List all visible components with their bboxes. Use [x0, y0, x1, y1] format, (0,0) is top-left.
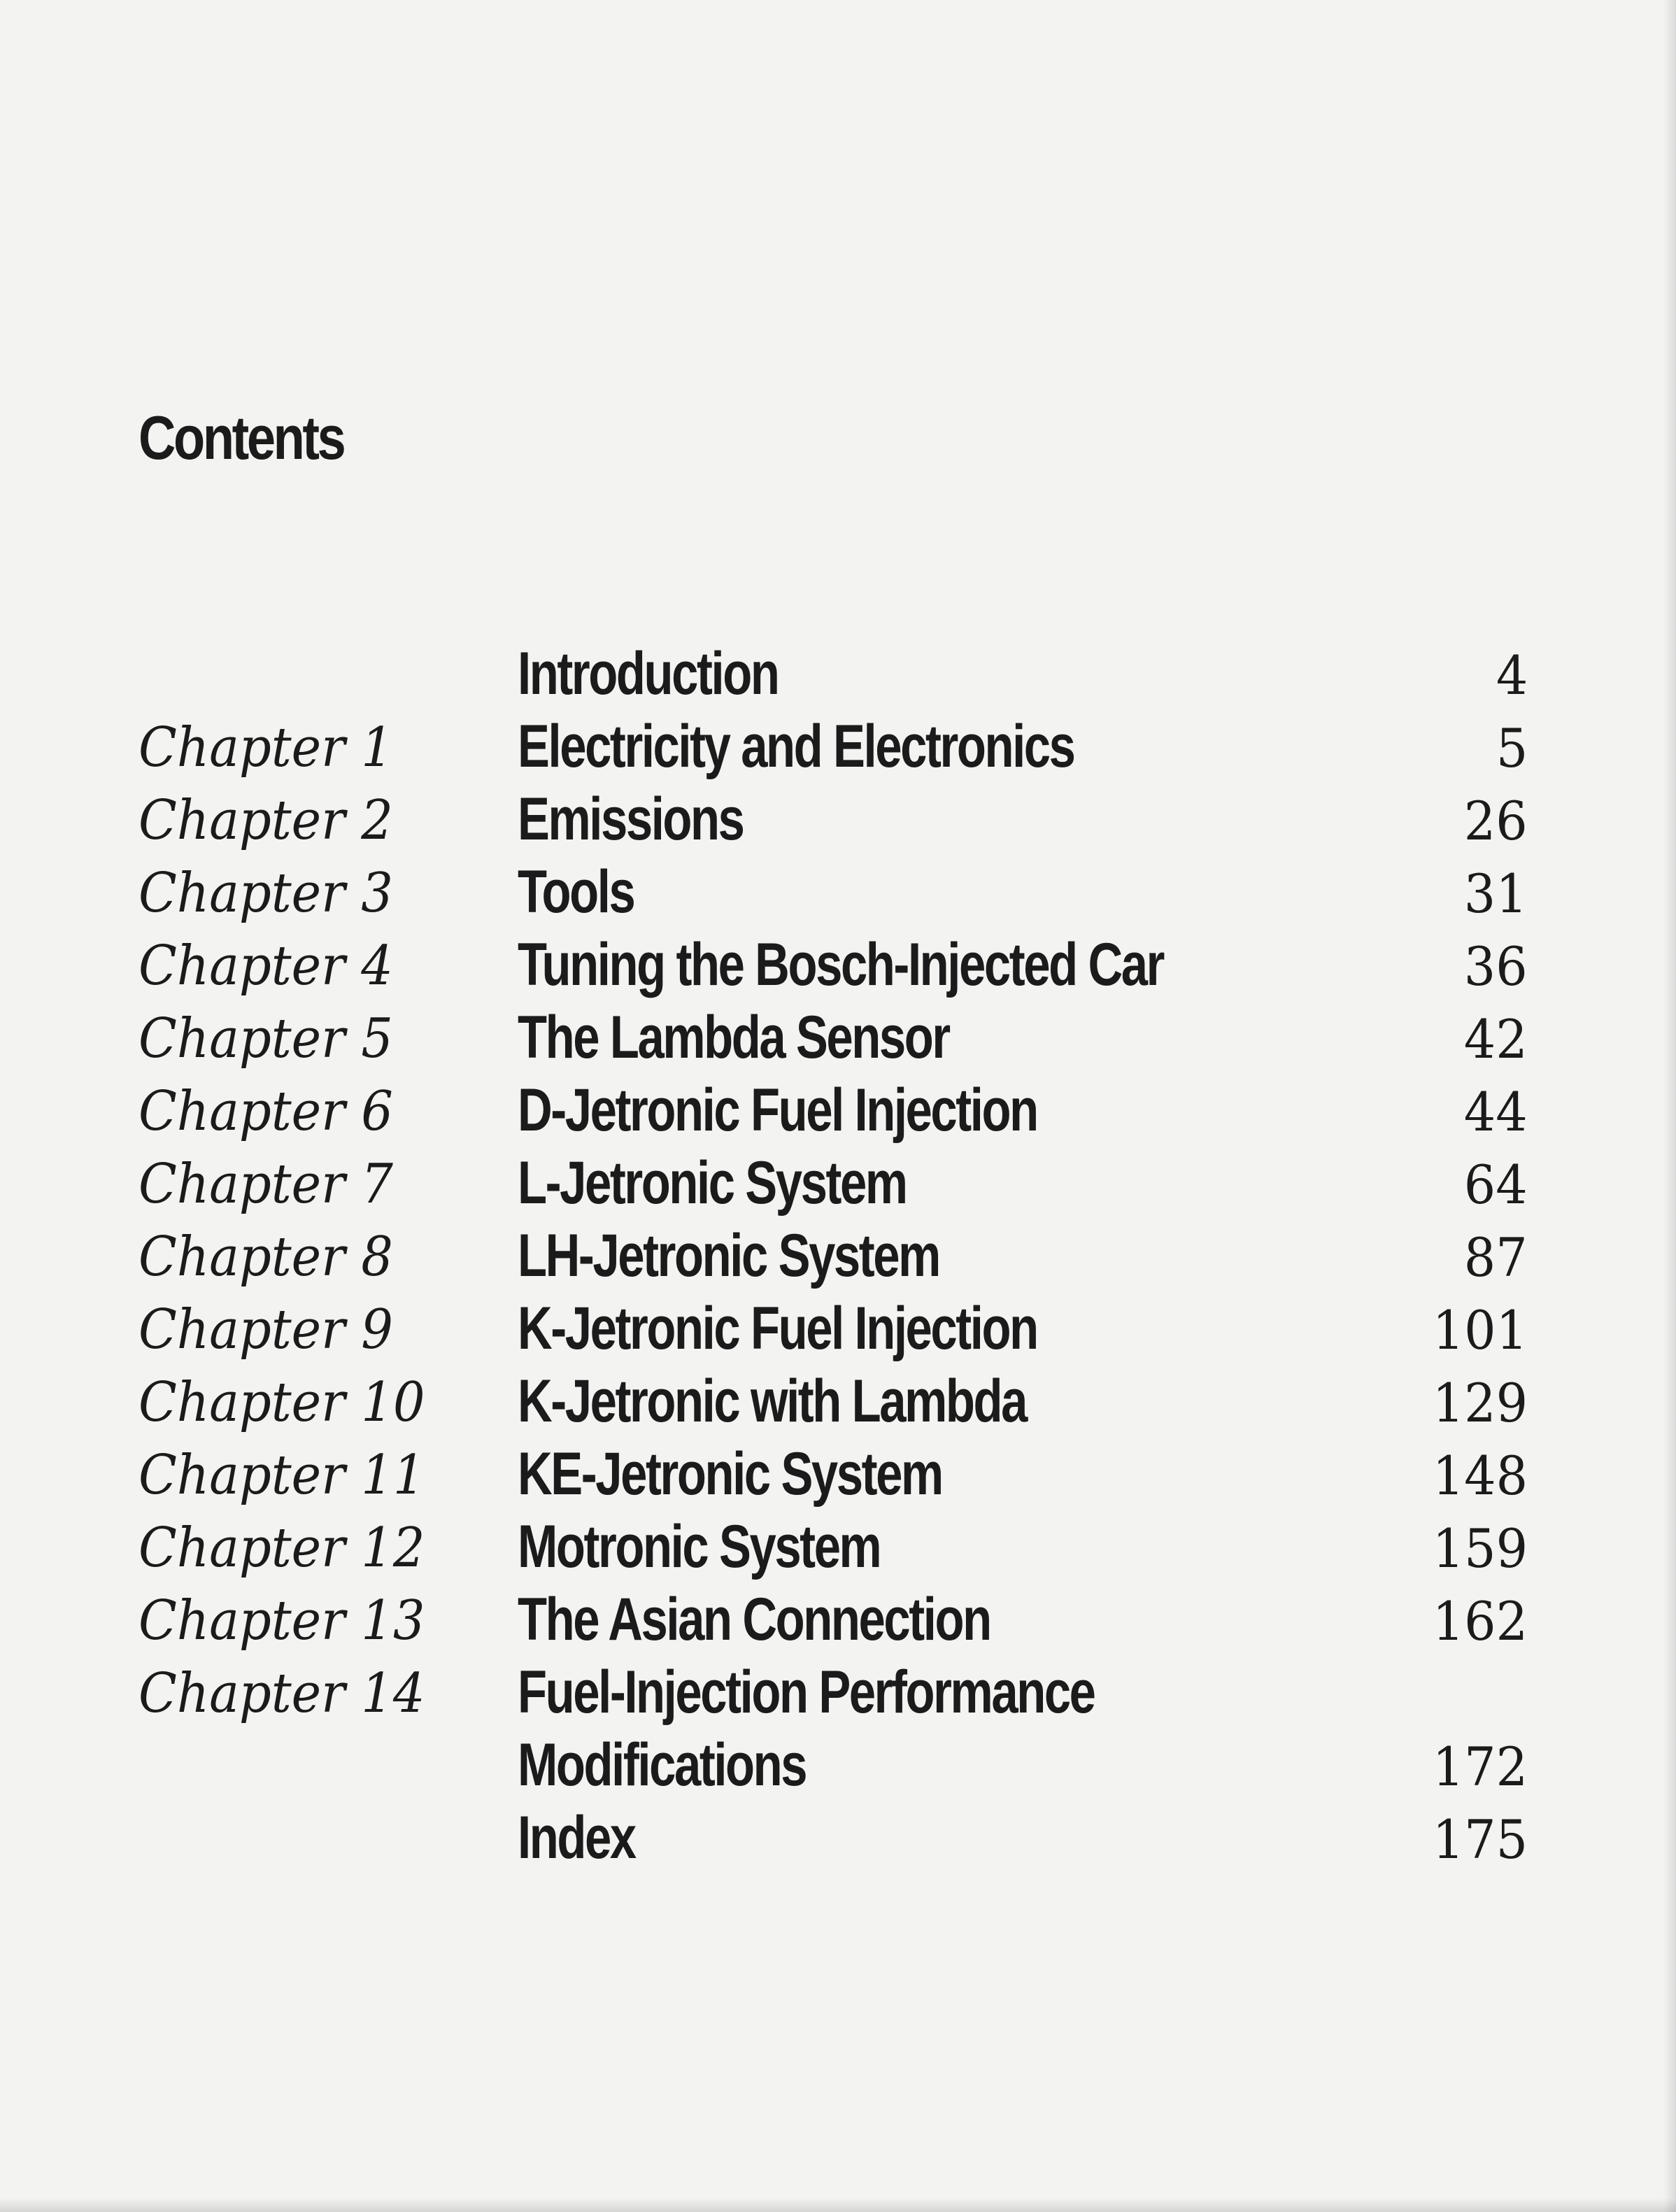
toc-entry-chapter-3 — [139, 858, 1528, 935]
page-number: 42 — [1464, 1008, 1528, 1070]
toc-entry-chapter-8 — [139, 1222, 1528, 1298]
entry-title: Emissions — [518, 786, 744, 853]
entry-title: Modifications — [518, 1731, 807, 1799]
page-number: 31 — [1464, 863, 1528, 925]
page-edge-shadow — [1663, 0, 1676, 2212]
chapter-label: Chapter 14 — [139, 1662, 425, 1725]
chapter-label: Chapter 12 — [139, 1517, 425, 1580]
toc-entry-index — [139, 1804, 1528, 1880]
chapter-label: Chapter 4 — [139, 935, 393, 998]
page-edge-shadow — [0, 2198, 1676, 2212]
entry-title: Fuel-Injection Performance — [518, 1659, 1095, 1726]
toc-entry-introduction — [139, 640, 1528, 716]
entry-title: Electricity and Electronics — [518, 713, 1074, 780]
page-number: 172 — [1432, 1736, 1528, 1798]
page-number: 64 — [1464, 1154, 1528, 1216]
chapter-label: Chapter 6 — [139, 1080, 393, 1143]
page-number: 162 — [1432, 1590, 1528, 1652]
toc-entry-chapter-10 — [139, 1368, 1528, 1444]
entry-title: Introduction — [518, 640, 779, 707]
page-title: Contents — [139, 403, 344, 472]
entry-title: Index — [518, 1804, 635, 1871]
chapter-label: Chapter 2 — [139, 789, 393, 852]
chapter-label: Chapter 8 — [139, 1226, 393, 1289]
entry-title: Tuning the Bosch-Injected Car — [518, 931, 1163, 998]
toc-entry-chapter-7 — [139, 1149, 1528, 1226]
toc-entry-chapter-11 — [139, 1440, 1528, 1517]
toc-entry-chapter-5 — [139, 1004, 1528, 1080]
page-number: 101 — [1432, 1299, 1528, 1361]
chapter-label: Chapter 9 — [139, 1298, 393, 1361]
chapter-label: Chapter 3 — [139, 862, 393, 925]
page-number: 87 — [1464, 1226, 1528, 1289]
chapter-label: Chapter 13 — [139, 1589, 425, 1652]
page-number: 175 — [1432, 1808, 1528, 1871]
toc-entry-chapter-9 — [139, 1295, 1528, 1371]
entry-title: L-Jetronic System — [518, 1149, 907, 1217]
page-number: 26 — [1464, 790, 1528, 852]
toc-entry-chapter-6 — [139, 1077, 1528, 1153]
page-number: 129 — [1432, 1372, 1528, 1434]
page-number: 148 — [1432, 1445, 1528, 1507]
chapter-label: Chapter 1 — [139, 716, 393, 779]
chapter-label: Chapter 10 — [139, 1371, 425, 1434]
toc-entry-chapter-13 — [139, 1586, 1528, 1662]
toc-entry-chapter-4 — [139, 931, 1528, 1007]
page-number: 36 — [1464, 935, 1528, 998]
entry-title: D-Jetronic Fuel Injection — [518, 1077, 1037, 1144]
chapter-label: Chapter 11 — [139, 1444, 425, 1507]
entry-title: K-Jetronic Fuel Injection — [518, 1295, 1037, 1362]
toc-entry-chapter-14 — [139, 1659, 1528, 1735]
entry-title: K-Jetronic with Lambda — [518, 1368, 1027, 1435]
toc-entry-chapter-1 — [139, 713, 1528, 789]
toc-entry-chapter-2 — [139, 786, 1528, 862]
page-number: 5 — [1496, 717, 1528, 779]
page-number: 44 — [1464, 1081, 1528, 1143]
entry-title: Motronic System — [518, 1513, 881, 1580]
entry-title: KE-Jetronic System — [518, 1440, 942, 1508]
toc-entry-chapter-14-continued — [139, 1731, 1528, 1808]
entry-title: Tools — [518, 858, 634, 926]
entry-title: The Lambda Sensor — [518, 1004, 949, 1071]
table-of-contents — [139, 640, 1528, 1880]
chapter-label: Chapter 7 — [139, 1153, 393, 1216]
page-number: 4 — [1496, 644, 1528, 707]
page-number: 159 — [1432, 1517, 1528, 1580]
chapter-label: Chapter 5 — [139, 1007, 393, 1070]
toc-entry-chapter-12 — [139, 1513, 1528, 1589]
entry-title: LH-Jetronic System — [518, 1222, 939, 1289]
entry-title: The Asian Connection — [518, 1586, 990, 1653]
